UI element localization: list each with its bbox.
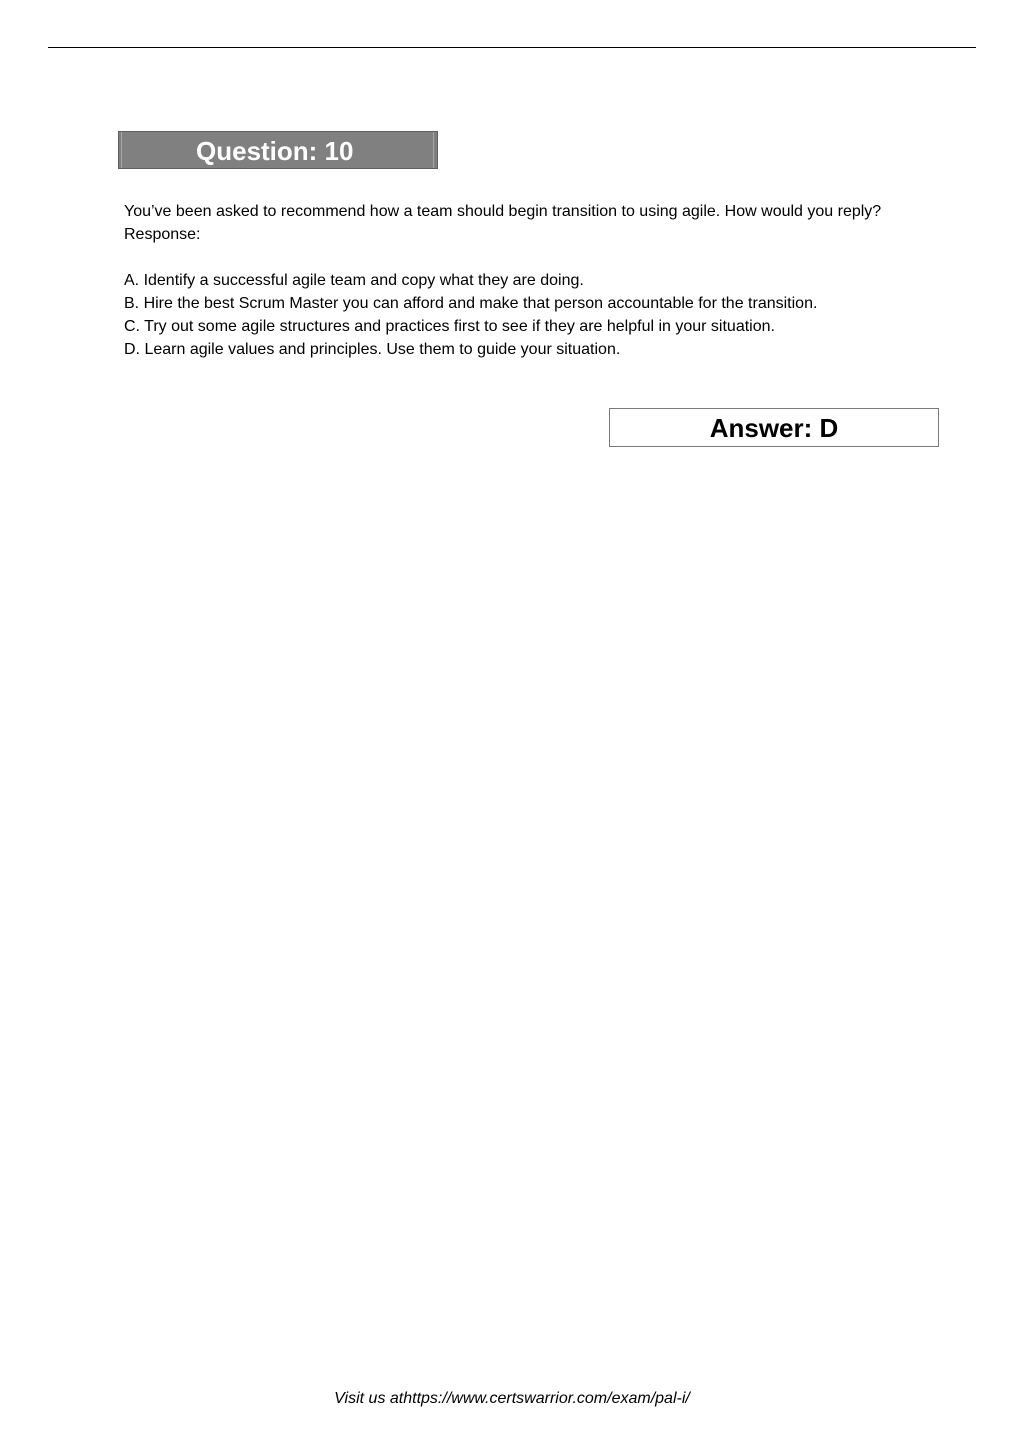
answer-box bbox=[609, 408, 939, 447]
option-b: B. Hire the best Scrum Master you can afford and make that person accountable for the transition. bbox=[124, 295, 818, 312]
question-number: Question: 10 bbox=[196, 136, 354, 166]
header-divider bbox=[48, 47, 976, 48]
question-text: You’ve been asked to recommend how a team should begin transition to using agile. How would you reply? bbox=[124, 203, 882, 220]
answer-label: Answer: D bbox=[709, 412, 839, 443]
response-label: Response: bbox=[124, 226, 201, 243]
question-banner bbox=[118, 131, 438, 169]
option-a: A. Identify a successful agile team and copy what they are doing. bbox=[124, 272, 584, 289]
footer-link-text: Visit us athttps://www.certswarrior.com/exam/pal-i/ bbox=[334, 1390, 690, 1407]
option-d: D. Learn agile values and principles. Use them to guide your situation. bbox=[124, 341, 621, 358]
option-c: C. Try out some agile structures and practices first to see if they are helpful in your situation. bbox=[124, 318, 775, 335]
question-body bbox=[124, 200, 929, 361]
spacer bbox=[124, 246, 929, 269]
